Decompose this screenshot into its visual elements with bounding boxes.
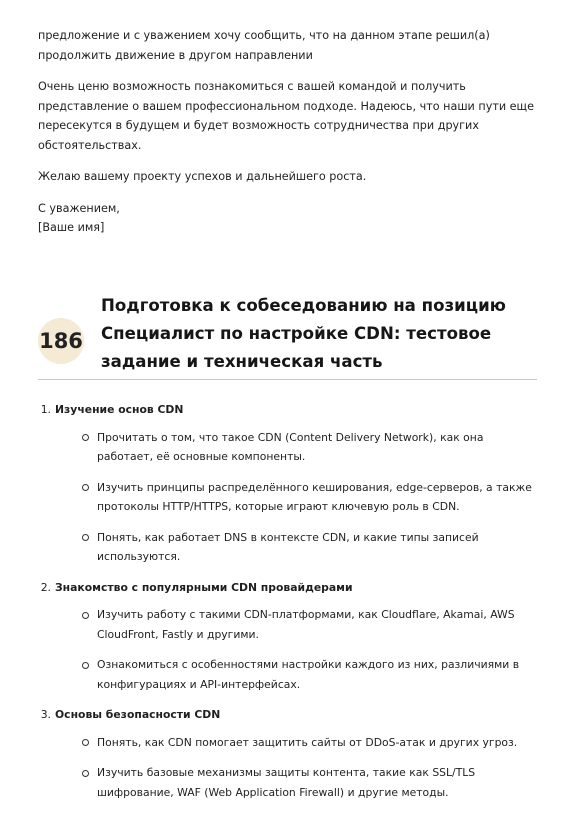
list-item: Прочитать о том, что такое CDN (Content Delivery Network), как она работает, её основные компоненты.	[38, 428, 538, 467]
section-number-badge: 186	[38, 318, 84, 364]
list-item: Изучить базовые механизмы защиты контента, такие как SSL/TLS шифрование, WAF (Web Application Firewall) и другие методы.	[38, 763, 538, 802]
plan-item-list	[38, 733, 538, 803]
list-item: Изучить принципы распределённого кеширования, edge-серверов, а также протоколы HTTP/HTTPS, которые играют ключевую роль в CDN.	[38, 478, 538, 517]
plan-section-heading	[38, 705, 538, 725]
section-title: Подготовка к собеседованию на позицию Специалист по настройке CDN: тестовое задание и техническая часть	[101, 296, 506, 371]
plan-section	[38, 705, 538, 802]
plan-section-title: Знакомство с популярными CDN провайдерами	[55, 580, 353, 594]
plan-section	[38, 578, 538, 695]
section-divider	[38, 379, 537, 380]
plan-section-heading	[38, 400, 538, 420]
letter-text	[38, 26, 538, 238]
plan-section-title: Изучение основ CDN	[55, 403, 184, 416]
letter-closing: С уважением,	[38, 201, 120, 215]
plan-section-number: 1.	[40, 403, 51, 416]
letter-paragraph: предложение и с уважением хочу сообщить, что на данном этапе решил(а) продолжить движение в другом направлении	[38, 29, 490, 62]
letter-signature: [Ваше имя]	[38, 221, 105, 234]
letter-paragraph: Очень ценю возможность познакомиться с вашей командой и получить представление о вашем профессиональном подходе. Надеюсь, что наши пути еще пересекутся в будущем и будет возможность сотрудничества при других обстоятельствах.	[38, 80, 534, 152]
plan-section-number: 3.	[40, 708, 51, 721]
letter-paragraph: Желаю вашему проекту успехов и дальнейшего роста.	[38, 170, 367, 183]
list-item: Изучить работу с такими CDN-платформами, как Cloudflare, Akamai, AWS CloudFront, Fastly и другими.	[38, 605, 538, 644]
preparation-plan	[38, 400, 538, 813]
plan-section-heading	[38, 578, 538, 598]
plan-item-list	[38, 428, 538, 567]
plan-item-list	[38, 605, 538, 694]
plan-section	[38, 400, 538, 567]
plan-section-number: 2.	[40, 580, 51, 594]
list-item: Ознакомиться с особенностями настройки каждого из них, различиями в конфигурациях и API-интерфейсах.	[38, 655, 538, 694]
list-item: Понять, как работает DNS в контексте CDN, и какие типы записей используются.	[38, 528, 538, 567]
list-item: Понять, как CDN помогает защитить сайты от DDoS-атак и других угроз.	[38, 733, 538, 753]
plan-section-title: Основы безопасности CDN	[55, 708, 221, 721]
